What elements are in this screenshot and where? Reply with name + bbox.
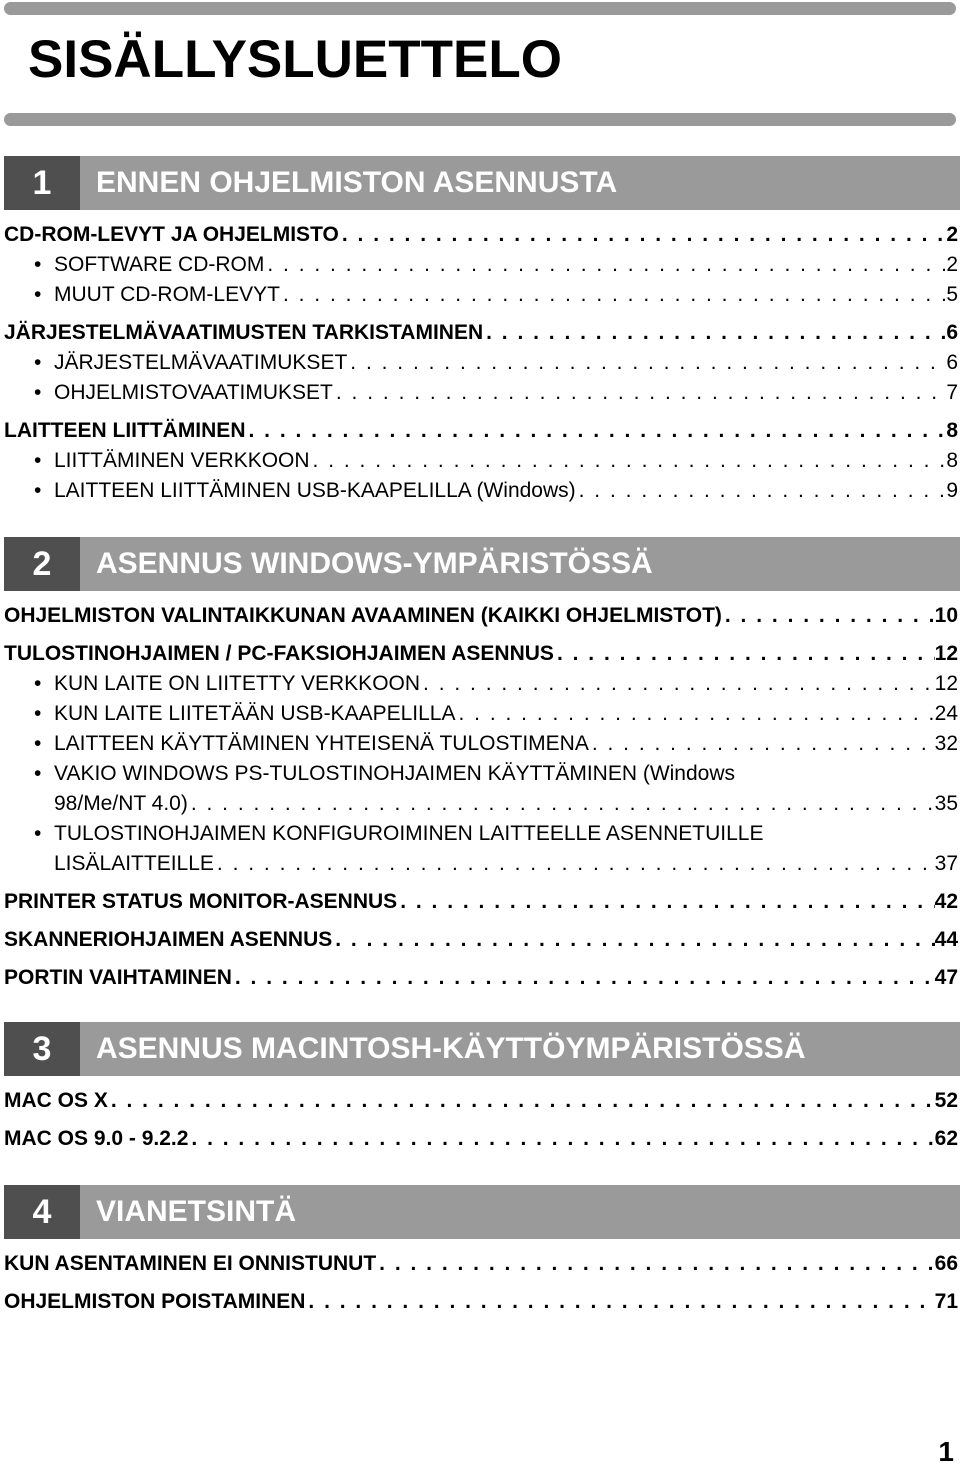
toc-entry[interactable] bbox=[4, 887, 960, 917]
dot-leader bbox=[108, 1086, 935, 1116]
toc-entry-label: MAC OS X bbox=[4, 1089, 108, 1112]
toc-entry[interactable] bbox=[4, 1249, 960, 1279]
section-number: 3 bbox=[4, 1022, 80, 1076]
dot-leader bbox=[554, 639, 935, 669]
dot-leader bbox=[332, 925, 934, 955]
toc-entry-list bbox=[4, 1086, 960, 1154]
toc-entry[interactable] bbox=[4, 1124, 960, 1154]
toc-entry[interactable] bbox=[4, 759, 960, 819]
toc-entry[interactable] bbox=[4, 220, 960, 250]
toc-entry-row bbox=[30, 280, 960, 310]
toc-entry-page: 47 bbox=[934, 966, 958, 989]
toc-entry[interactable] bbox=[4, 476, 960, 506]
dot-leader bbox=[333, 378, 946, 408]
dot-leader bbox=[264, 250, 946, 280]
toc-entry-label: LAITTEEN LIITTÄMINEN bbox=[4, 419, 246, 442]
page-title: SISÄLLYSLUETTELO bbox=[28, 30, 562, 89]
toc-entry-label: PRINTER STATUS MONITOR-ASENNUS bbox=[4, 890, 398, 913]
section-header bbox=[4, 537, 960, 591]
toc-entry-row bbox=[30, 250, 960, 280]
bullet-icon: • bbox=[34, 702, 42, 725]
dot-leader bbox=[214, 849, 935, 879]
dot-leader bbox=[188, 1124, 934, 1154]
toc-entry-label: MUUT CD-ROM-LEVYT bbox=[54, 283, 280, 306]
toc-entry-label: JÄRJESTELMÄVAATIMUSTEN TARKISTAMINEN bbox=[4, 321, 484, 344]
toc-section bbox=[4, 1022, 960, 1154]
dot-leader bbox=[310, 446, 947, 476]
toc-entry-label: OHJELMISTON VALINTAIKKUNAN AVAAMINEN (KAIKKI OHJELMISTOT) bbox=[4, 604, 722, 627]
toc-entry-page: 42 bbox=[934, 890, 958, 913]
toc-entry-row bbox=[30, 446, 960, 476]
dot-leader bbox=[305, 1287, 934, 1317]
toc-entry-label: LIITTÄMINEN VERKKOON bbox=[54, 449, 310, 472]
dot-leader bbox=[245, 416, 946, 446]
dot-leader bbox=[483, 318, 946, 348]
toc-entry-label: LAITTEEN LIITTÄMINEN USB-KAAPELILLA (Windows) bbox=[54, 479, 576, 502]
toc-entry-page: 2 bbox=[946, 223, 958, 246]
toc-entry-page: 62 bbox=[934, 1127, 958, 1150]
toc-entry-label: PORTIN VAIHTAMINEN bbox=[4, 966, 232, 989]
toc-entry-page: 12 bbox=[934, 672, 958, 695]
dot-leader bbox=[455, 699, 934, 729]
toc-entry-row bbox=[4, 639, 960, 669]
section-title: ASENNUS WINDOWS-YMPÄRISTÖSSÄ bbox=[96, 547, 653, 580]
toc-entry-page: 10 bbox=[934, 604, 958, 627]
toc-entry-label: TULOSTINOHJAIMEN / PC-FAKSIOHJAIMEN ASENNUS bbox=[4, 642, 554, 665]
toc-entry-label: OHJELMISTON POISTAMINEN bbox=[4, 1290, 306, 1313]
dot-leader bbox=[420, 669, 935, 699]
toc-entry[interactable] bbox=[4, 348, 960, 378]
top-rule bbox=[4, 2, 956, 15]
toc-entry-page: 5 bbox=[946, 283, 958, 306]
toc-entry-label: MAC OS 9.0 - 9.2.2 bbox=[4, 1127, 189, 1150]
section-title: ASENNUS MACINTOSH-KÄYTTÖYMPÄRISTÖSSÄ bbox=[96, 1032, 806, 1065]
toc-entry-page: 52 bbox=[934, 1089, 958, 1112]
toc-entry[interactable] bbox=[4, 639, 960, 669]
toc-entry-page: 6 bbox=[946, 351, 958, 374]
toc-entry[interactable] bbox=[4, 378, 960, 408]
toc-entry-list bbox=[4, 220, 960, 506]
toc-entry-label: JÄRJESTELMÄVAATIMUKSET bbox=[54, 351, 348, 374]
toc-entry-row bbox=[4, 416, 960, 446]
dot-leader bbox=[347, 348, 946, 378]
toc-entry-label: SOFTWARE CD-ROM bbox=[54, 253, 265, 276]
toc-entry-label: SKANNERIOHJAIMEN ASENNUS bbox=[4, 928, 333, 951]
toc-entry-page: 37 bbox=[934, 852, 958, 875]
section-header bbox=[4, 1185, 960, 1239]
toc-entry[interactable] bbox=[4, 416, 960, 446]
toc-entry[interactable] bbox=[4, 1086, 960, 1116]
toc-entry-page: 35 bbox=[934, 792, 958, 815]
dot-leader bbox=[722, 601, 935, 631]
toc-entry-row bbox=[30, 849, 960, 879]
toc-entry-row bbox=[30, 348, 960, 378]
toc-entry-page: 66 bbox=[934, 1252, 958, 1275]
toc-entry[interactable] bbox=[4, 250, 960, 280]
toc-entry-row bbox=[4, 963, 960, 993]
toc-entry-row bbox=[4, 318, 960, 348]
toc-entry-page: 9 bbox=[946, 479, 958, 502]
page-number: 1 bbox=[938, 1436, 954, 1467]
toc-entry-label: 98/Me/NT 4.0) bbox=[54, 792, 188, 815]
bullet-icon: • bbox=[34, 449, 42, 472]
toc-entry-row bbox=[4, 1287, 960, 1317]
toc-entry-row bbox=[4, 220, 960, 250]
bullet-icon: • bbox=[34, 479, 42, 502]
toc-entry-page: 2 bbox=[946, 253, 958, 276]
toc-entry[interactable] bbox=[4, 819, 960, 879]
toc-entry-page: 71 bbox=[934, 1290, 958, 1313]
toc-entry-page: 24 bbox=[934, 702, 958, 725]
toc-entry-page: 7 bbox=[946, 381, 958, 404]
toc-entry-page: 32 bbox=[934, 732, 958, 755]
toc-entry-label: LISÄLAITTEILLE bbox=[54, 852, 214, 875]
dot-leader bbox=[280, 280, 946, 310]
dot-leader bbox=[589, 729, 935, 759]
bullet-icon: • bbox=[34, 381, 42, 404]
toc-entry[interactable] bbox=[4, 1287, 960, 1317]
bullet-icon: • bbox=[34, 732, 42, 755]
toc-entry[interactable] bbox=[4, 699, 960, 729]
toc-entry-label: KUN LAITE ON LIITETTY VERKKOON bbox=[54, 672, 421, 695]
toc-entry-list bbox=[4, 601, 960, 993]
bullet-icon: • bbox=[34, 283, 42, 306]
toc-entry[interactable] bbox=[4, 446, 960, 476]
toc-entry-page: 6 bbox=[946, 321, 958, 344]
toc-entry[interactable] bbox=[4, 601, 960, 631]
dot-leader bbox=[576, 476, 947, 506]
section-number: 1 bbox=[4, 156, 80, 210]
toc-entry-list bbox=[4, 1249, 960, 1317]
section-header bbox=[4, 156, 960, 210]
toc-entry-label: KUN LAITE LIITETÄÄN USB-KAAPELILLA bbox=[54, 702, 456, 725]
toc-entry-label: KUN ASENTAMINEN EI ONNISTUNUT bbox=[4, 1252, 377, 1275]
toc-entry-page: 44 bbox=[934, 928, 958, 951]
dot-leader bbox=[397, 887, 934, 917]
toc-entry-page: 8 bbox=[946, 449, 958, 472]
section-header bbox=[4, 1022, 960, 1076]
toc-entry-row bbox=[4, 1086, 960, 1116]
section-number: 2 bbox=[4, 537, 80, 591]
toc-entry-page: 12 bbox=[934, 642, 958, 665]
toc-entry-row bbox=[30, 699, 960, 729]
toc-entry[interactable] bbox=[4, 318, 960, 348]
toc-entry-row bbox=[4, 1249, 960, 1279]
toc-section bbox=[4, 156, 960, 506]
bullet-icon: • bbox=[34, 253, 42, 276]
bullet-icon: • bbox=[34, 762, 42, 785]
toc-section bbox=[4, 1185, 960, 1317]
toc-entry-label: LAITTEEN KÄYTTÄMINEN YHTEISENÄ TULOSTIMENA bbox=[54, 732, 589, 755]
toc-entry-label-line: VAKIO WINDOWS PS-TULOSTINOHJAIMEN KÄYTTÄMINEN (Windows bbox=[54, 762, 736, 785]
toc-entry-row bbox=[30, 669, 960, 699]
dot-leader bbox=[188, 789, 935, 819]
section-title: ENNEN OHJELMISTON ASENNUSTA bbox=[96, 166, 618, 199]
section-title: VIANETSINTÄ bbox=[96, 1195, 297, 1228]
toc-entry-label: OHJELMISTOVAATIMUKSET bbox=[54, 381, 333, 404]
toc-entry-row bbox=[30, 789, 960, 819]
toc-section bbox=[4, 537, 960, 993]
toc-entry[interactable] bbox=[4, 280, 960, 310]
toc-entry-row bbox=[30, 378, 960, 408]
toc-entry-row bbox=[4, 887, 960, 917]
toc-entry[interactable] bbox=[4, 925, 960, 955]
toc-entry-row bbox=[4, 925, 960, 955]
bullet-icon: • bbox=[34, 672, 42, 695]
toc-entry-label: CD-ROM-LEVYT JA OHJELMISTO bbox=[4, 223, 339, 246]
bullet-icon: • bbox=[34, 351, 42, 374]
toc-entry[interactable] bbox=[4, 729, 960, 759]
section-number: 4 bbox=[4, 1185, 80, 1239]
toc-entry-row bbox=[30, 729, 960, 759]
toc-entry-row bbox=[4, 1124, 960, 1154]
title-rule bbox=[4, 113, 956, 126]
dot-leader bbox=[232, 963, 935, 993]
dot-leader bbox=[376, 1249, 934, 1279]
toc-entry-row bbox=[30, 476, 960, 506]
toc-entry-row bbox=[4, 601, 960, 631]
toc-entry-label-line: TULOSTINOHJAIMEN KONFIGUROIMINEN LAITTEELLE ASENNETUILLE bbox=[54, 822, 764, 845]
toc-entry-page: 8 bbox=[946, 419, 958, 442]
bullet-icon: • bbox=[34, 822, 42, 845]
toc-entry[interactable] bbox=[4, 963, 960, 993]
dot-leader bbox=[339, 220, 946, 250]
toc-entry[interactable] bbox=[4, 669, 960, 699]
